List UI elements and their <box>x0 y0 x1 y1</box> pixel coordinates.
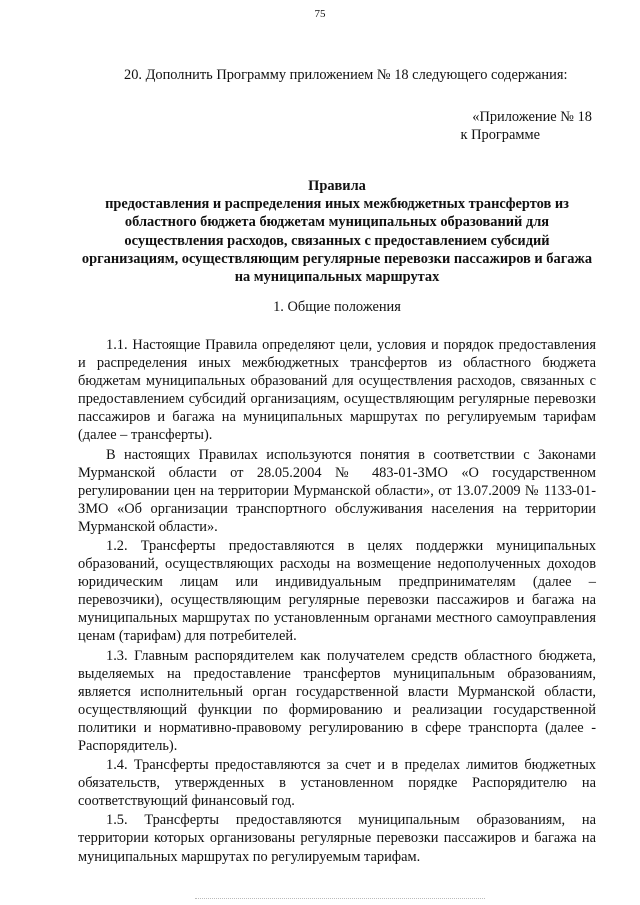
rules-subtitle: предоставления и распределения иных межбюджетных трансфертов из областного бюджета бюджетам муниципальных образований для осуществления расходов, связанных с предоставлением субсидий организациям, осуществляющим регулярные перевозки пассажиров и багажа на муниципальных маршрутах <box>81 196 593 285</box>
paragraph-definitions: В настоящих Правилах используются понятия в соответствии с Законами Мурманской области от 28.05.2004 № 483-01-ЗМО «О государственном регулировании цен на территории Мурманской области», от 13.07.2009 № 1133-01-ЗМО «Об организации транспортного обслуживания населения на территории Мурманской области». <box>78 446 596 535</box>
section-heading: 1. Общие положения <box>273 298 401 315</box>
paragraph-1-3: 1.3. Главным распорядителем как получателем средств областного бюджета, выделяемых на предоставление трансфертов муниципальным образованиям, является исполнительный орган государственной власти Мурманской области, осуществляющий функции по формированию и реализации государственной политики и нормативно-правовому регулированию в сфере транспорта (далее - Распорядитель). <box>78 647 596 754</box>
document-body <box>78 66 596 866</box>
paragraph-1-5: 1.5. Трансферты предоставляются муниципальным образованиям, на территории которых организованы регулярные перевозки пассажиров и багажа на муниципальных маршрутах по регулируемым тарифам. <box>78 812 596 865</box>
paragraph-1-1: 1.1. Настоящие Правила определяют цели, условия и порядок предоставления и распределения иных межбюджетных трансфертов из областного бюджета бюджетам муниципальных образований для осуществления расходов, связанных с предоставлением субсидий организациям, осуществляющим регулярные перевозки пассажиров и багажа на муниципальных маршрутах по регулируемым тарифам (далее – трансферты). <box>78 336 596 444</box>
paragraph-1-2: 1.2. Трансферты предоставляются в целях поддержки муниципальных образований, осуществляющих расходы на возмещение недополученных доходов юридическим лицам или индивидуальным предпринимателям (далее – перевозчики), осуществляющим регулярные перевозки пассажиров и багажа на муниципальных маршрутах по установленным органами местного самоуправления ценам (тарифам) для потребителей. <box>78 537 596 645</box>
page-number: 75 <box>314 8 326 20</box>
appendix-line-1: «Приложение № 18 <box>472 109 592 126</box>
appendix-line-2: к Программе <box>460 127 540 144</box>
scan-artifact-line <box>195 898 485 900</box>
paragraph-1-4: 1.4. Трансферты предоставляются за счет и в пределах лимитов бюджетных обязательств, утвержденных в установленном порядке Распорядителю на соответствующий финансовый год. <box>78 757 596 810</box>
rules-title: Правила <box>308 178 366 195</box>
intro-paragraph: 20. Дополнить Программу приложением № 18 следующего содержания: <box>124 67 568 83</box>
appendix-reference <box>78 108 592 144</box>
